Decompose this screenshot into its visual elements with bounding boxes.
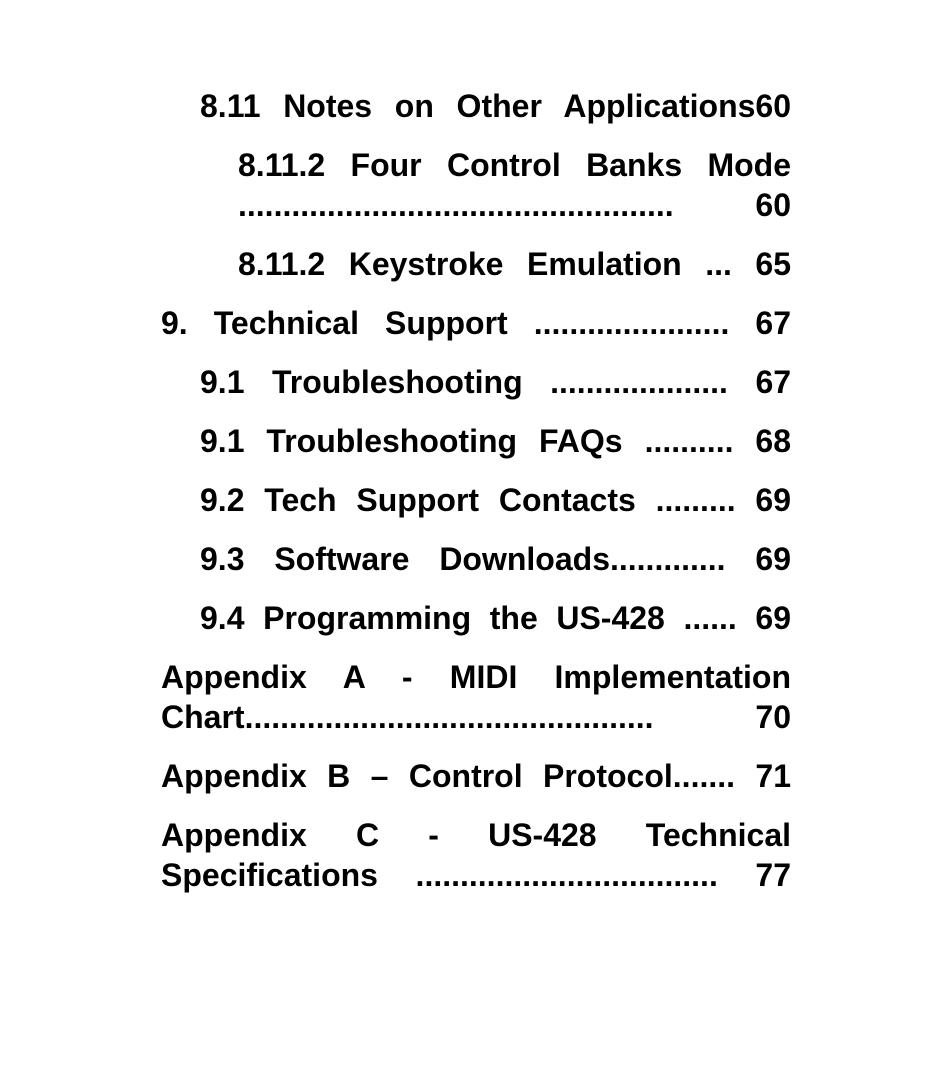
toc-entry-page: 69 [755, 482, 792, 518]
toc-entry-title: Appendix A - MIDI Implementation Chart [161, 659, 791, 735]
toc-entry-page: 67 [755, 364, 792, 400]
toc-entry-leader: .......... [644, 423, 734, 459]
table-of-contents [161, 86, 791, 914]
toc-entry-leader: ....... [672, 758, 736, 794]
toc-entry[interactable] [161, 539, 791, 579]
toc-entry-page: 68 [755, 423, 792, 459]
toc-entry-title: 9.3 Software Downloads [200, 541, 610, 577]
toc-entry-leader: .................... [550, 364, 728, 400]
toc-entry-page: 60 [755, 88, 791, 124]
toc-entry-leader: .............................................. [244, 699, 654, 735]
toc-entry-page: 77 [755, 857, 792, 893]
toc-entry[interactable] [161, 145, 791, 225]
toc-entry-page: 70 [755, 699, 791, 735]
toc-entry-title: Appendix B – Control Protocol [161, 758, 673, 794]
toc-entry[interactable] [161, 362, 791, 402]
toc-entry-leader: ...... [683, 600, 737, 636]
toc-entry-leader: ...................... [533, 305, 730, 341]
toc-entry-title: Appendix C - US-428 Technical Specifications [161, 817, 791, 893]
toc-entry-title: 9.1 Troubleshooting FAQs [200, 423, 623, 459]
toc-entry-page: 69 [755, 541, 791, 577]
toc-entry-page: 67 [755, 305, 791, 341]
toc-entry[interactable] [161, 86, 791, 126]
toc-entry-title: 8.11 Notes on Other Applications [200, 88, 756, 124]
toc-entry-leader: ......... [655, 482, 736, 518]
toc-entry-title: 9.4 Programming the US-428 [200, 600, 665, 636]
toc-entry-page: 71 [755, 758, 791, 794]
toc-entry-page: 69 [755, 600, 791, 636]
toc-entry[interactable] [161, 657, 791, 737]
toc-entry-leader: ... [705, 246, 732, 282]
toc-entry-title: 9.1 Troubleshooting [200, 364, 523, 400]
toc-entry-leader: ............. [609, 541, 726, 577]
toc-entry[interactable] [161, 598, 791, 638]
toc-entry-title: 8.11.2 Four Control Banks Mode [238, 147, 791, 183]
toc-entry-page: 65 [755, 246, 792, 282]
toc-entry-leader: .................................. [415, 857, 718, 893]
toc-entry-page: 60 [755, 187, 791, 223]
toc-entry[interactable] [161, 815, 791, 895]
toc-entry-title: 8.11.2 Keystroke Emulation [238, 246, 682, 282]
toc-entry-title: 9.2 Tech Support Contacts [200, 482, 636, 518]
toc-entry[interactable] [161, 244, 791, 284]
toc-entry-leader: ................................................. [238, 187, 674, 223]
toc-entry[interactable] [161, 303, 791, 343]
toc-entry-title: 9. Technical Support [161, 305, 508, 341]
toc-entry[interactable] [161, 756, 791, 796]
toc-entry[interactable] [161, 421, 791, 461]
toc-entry[interactable] [161, 480, 791, 520]
